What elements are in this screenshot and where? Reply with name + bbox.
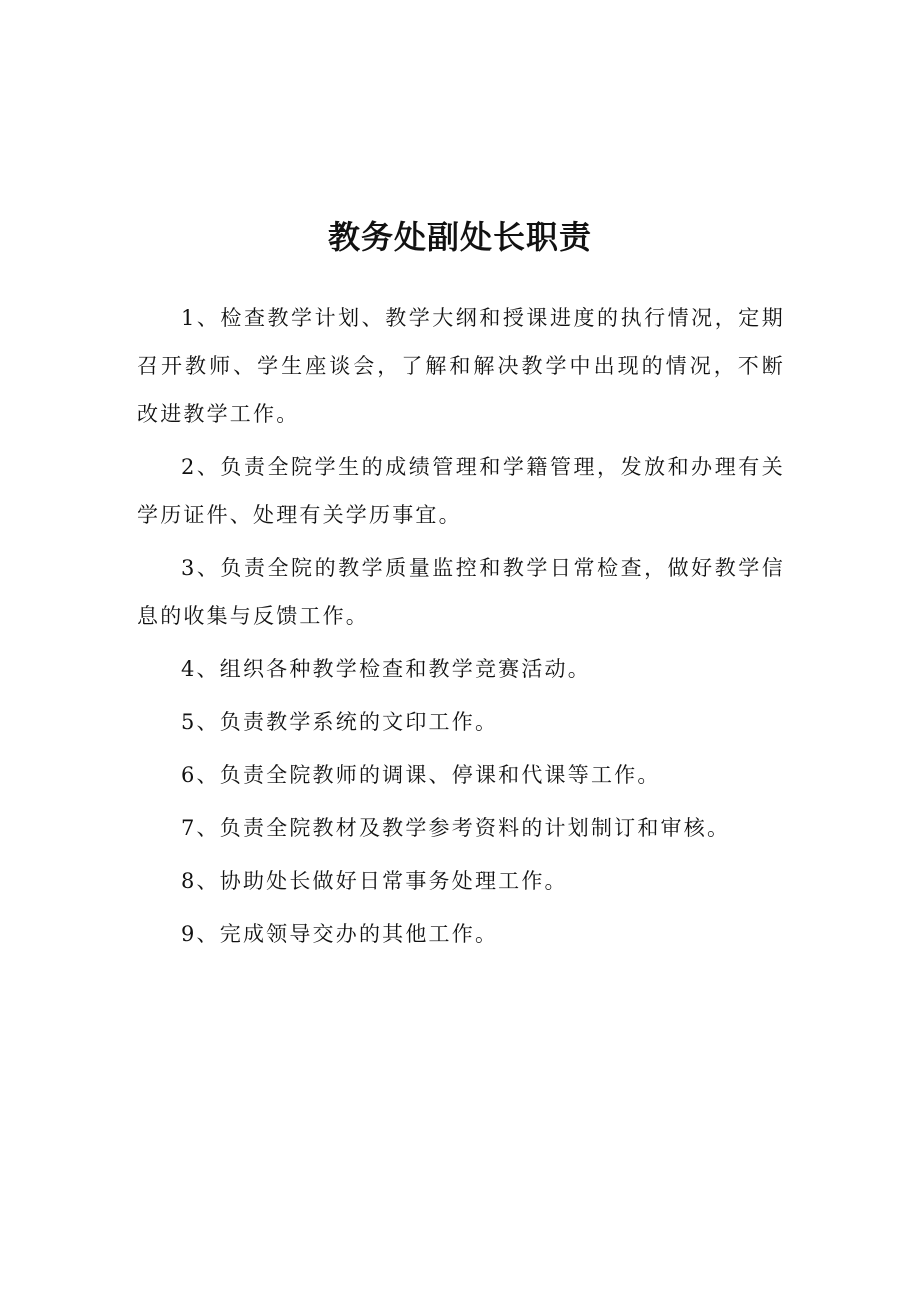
duty-item-6: 6、负责全院教师的调课、停课和代课等工作。 [181, 763, 661, 787]
duty-item-4: 4、组织各种教学检查和教学竞赛活动。 [181, 657, 591, 681]
duty-item-3: 3、负责全院的教学质量监控和教学日常检查，做好教学信息的收集与反馈工作。 [137, 556, 785, 628]
duty-item-5: 5、负责教学系统的文印工作。 [181, 710, 499, 734]
document-title: 教务处副处长职责 [327, 218, 592, 256]
document-body [137, 294, 785, 963]
duty-item-8: 8、协助处长做好日常事务处理工作。 [181, 869, 568, 893]
duty-item-2: 2、负责全院学生的成绩管理和学籍管理，发放和办理有关学历证件、处理有关学历事宜。 [137, 455, 785, 527]
duty-item-7: 7、负责全院教材及教学参考资料的计划制订和审核。 [181, 816, 731, 840]
duty-item-1: 1、检查教学计划、教学大纲和授课进度的执行情况，定期召开教师、学生座谈会，了解和解决教学中出现的情况，不断改进教学工作。 [137, 306, 785, 426]
duty-item-9: 9、完成领导交办的其他工作。 [181, 922, 499, 946]
